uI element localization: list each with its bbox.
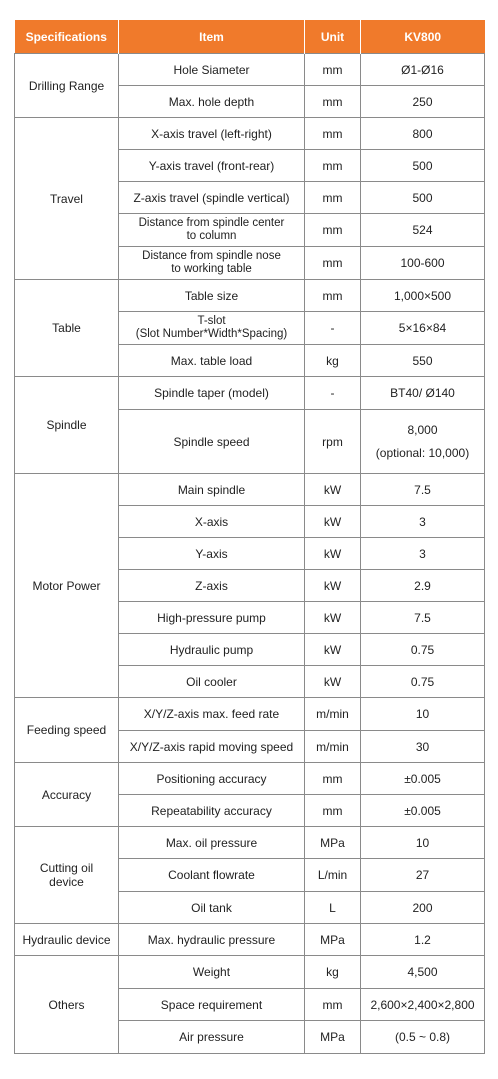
item-cell-line: Repeatability accuracy xyxy=(151,803,272,818)
value-cell xyxy=(361,859,485,892)
value-cell xyxy=(361,118,485,150)
unit-cell: rpm xyxy=(305,410,361,474)
section-name-line: Spindle xyxy=(46,418,87,432)
header-item: Item xyxy=(119,20,305,54)
value-cell-line: ±0.005 xyxy=(404,803,441,818)
unit-cell: kW xyxy=(305,506,361,538)
value-cell xyxy=(361,247,485,280)
value-cell xyxy=(361,989,485,1021)
value-cell xyxy=(361,150,485,182)
unit-cell: mm xyxy=(305,763,361,795)
item-cell xyxy=(119,827,305,859)
value-cell-line: 100-600 xyxy=(400,256,445,270)
value-cell xyxy=(361,345,485,377)
item-cell xyxy=(119,538,305,570)
section-name-line: Hydraulic device xyxy=(22,932,111,947)
header-row xyxy=(15,20,485,54)
item-cell xyxy=(119,1021,305,1054)
value-cell xyxy=(361,795,485,827)
unit-cell: mm xyxy=(305,795,361,827)
unit-cell: L xyxy=(305,892,361,924)
section-name-line: Others xyxy=(48,997,85,1012)
unit-cell: MPa xyxy=(305,1021,361,1054)
unit-cell: m/min xyxy=(305,698,361,731)
header-model: KV800 xyxy=(361,20,485,54)
item-cell xyxy=(119,666,305,698)
item-cell xyxy=(119,54,305,86)
item-cell xyxy=(119,280,305,312)
unit-cell: MPa xyxy=(305,924,361,956)
unit-cell: mm xyxy=(305,280,361,312)
item-cell xyxy=(119,698,305,731)
value-cell-line: ±0.005 xyxy=(404,771,441,786)
value-cell xyxy=(361,538,485,570)
value-cell-line: 8,000 xyxy=(407,423,438,437)
section-name xyxy=(15,956,119,1054)
table-row xyxy=(15,956,485,989)
value-cell-line: 800 xyxy=(412,126,433,141)
value-cell-line: 550 xyxy=(412,353,433,368)
value-cell-line: 7.5 xyxy=(414,482,431,497)
item-cell xyxy=(119,86,305,118)
item-cell xyxy=(119,570,305,602)
value-cell-line: Ø1-Ø16 xyxy=(401,62,444,77)
section-name-line: Table xyxy=(52,321,81,335)
item-cell-line: Y-axis xyxy=(195,546,228,561)
section-name-line: Drilling Range xyxy=(28,78,105,93)
value-cell-line: (optional: 10,000) xyxy=(375,446,470,460)
table-row xyxy=(15,118,485,150)
value-cell xyxy=(361,54,485,86)
value-cell xyxy=(361,312,485,345)
item-cell-line: Spindle speed xyxy=(173,434,250,449)
unit-cell: mm xyxy=(305,150,361,182)
value-cell xyxy=(361,410,485,474)
unit-cell: mm xyxy=(305,118,361,150)
item-cell xyxy=(119,634,305,666)
value-cell-line: 500 xyxy=(412,158,433,173)
item-cell-line: (Slot Number*Width*Spacing) xyxy=(135,328,288,340)
item-cell-line: X-axis xyxy=(194,514,229,529)
item-cell-line: Max. hole depth xyxy=(168,94,255,109)
value-cell-line: 3 xyxy=(419,546,426,561)
value-cell-line: 0.75 xyxy=(410,674,435,689)
item-cell-line: High-pressure pump xyxy=(157,610,266,625)
item-cell-line: Space requirement xyxy=(160,997,263,1012)
value-cell-line: (0.5 ~ 0.8) xyxy=(394,1030,451,1044)
unit-cell: kW xyxy=(305,666,361,698)
header-specifications: Specifications xyxy=(15,20,119,54)
value-cell-line: 30 xyxy=(415,739,430,754)
item-cell xyxy=(119,924,305,956)
value-cell xyxy=(361,698,485,731)
item-cell-line: Max. table load xyxy=(170,353,253,368)
unit-cell: kW xyxy=(305,474,361,506)
item-cell xyxy=(119,892,305,924)
value-cell xyxy=(361,634,485,666)
item-cell-line: Coolant flowrate xyxy=(168,868,255,882)
section-name-line: device xyxy=(49,875,84,889)
item-cell xyxy=(119,377,305,410)
unit-cell: mm xyxy=(305,247,361,280)
item-cell xyxy=(119,150,305,182)
section-name xyxy=(15,54,119,118)
value-cell-line: 4,500 xyxy=(407,965,438,979)
value-cell-line: 250 xyxy=(412,94,433,109)
item-cell xyxy=(119,602,305,634)
unit-cell: MPa xyxy=(305,827,361,859)
value-cell-line: 27 xyxy=(415,868,430,882)
value-cell-line: 5×16×84 xyxy=(398,321,447,335)
value-cell xyxy=(361,86,485,118)
item-cell xyxy=(119,410,305,474)
value-cell-line: 2,600×2,400×2,800 xyxy=(370,997,475,1012)
item-cell xyxy=(119,506,305,538)
section-name xyxy=(15,118,119,280)
item-cell-line: Y-axis travel (front-rear) xyxy=(148,158,275,173)
item-cell-line: Main spindle xyxy=(177,482,246,497)
value-cell-line: 0.75 xyxy=(410,642,435,657)
table-row xyxy=(15,698,485,731)
section-name xyxy=(15,763,119,827)
item-cell xyxy=(119,795,305,827)
unit-cell: mm xyxy=(305,86,361,118)
item-cell-line: X-axis travel (left-right) xyxy=(151,126,272,141)
section-name xyxy=(15,924,119,956)
value-cell xyxy=(361,827,485,859)
value-cell xyxy=(361,602,485,634)
item-cell-line: X/Y/Z-axis rapid moving speed xyxy=(129,739,294,754)
table-row xyxy=(15,280,485,312)
unit-cell: kW xyxy=(305,634,361,666)
item-cell xyxy=(119,763,305,795)
value-cell-line: 1,000×500 xyxy=(393,288,452,303)
item-cell-line: Oil tank xyxy=(191,900,232,915)
item-cell-line: Hydraulic pump xyxy=(169,642,254,657)
value-cell xyxy=(361,214,485,247)
unit-cell: mm xyxy=(305,182,361,214)
item-cell-line: to column xyxy=(186,230,237,242)
value-cell xyxy=(361,506,485,538)
unit-cell: mm xyxy=(305,54,361,86)
item-cell-line: Weight xyxy=(192,965,231,979)
value-cell-line: 500 xyxy=(412,190,433,205)
item-cell-line: Distance from spindle nose xyxy=(142,250,281,262)
section-name xyxy=(15,280,119,377)
value-cell-line: 10 xyxy=(415,835,430,850)
table-row xyxy=(15,54,485,86)
value-cell-line: 10 xyxy=(415,707,430,721)
unit-cell: m/min xyxy=(305,731,361,763)
value-cell xyxy=(361,280,485,312)
unit-cell: kg xyxy=(305,345,361,377)
value-cell xyxy=(361,892,485,924)
item-cell-line: Max. oil pressure xyxy=(165,835,258,850)
value-cell-line: 1.2 xyxy=(414,932,431,947)
section-name-line: Cutting oil xyxy=(39,861,94,875)
item-cell-line: Distance from spindle center xyxy=(138,217,285,229)
value-cell xyxy=(361,377,485,410)
value-cell xyxy=(361,1021,485,1054)
value-cell-line: 200 xyxy=(412,900,433,915)
item-cell xyxy=(119,989,305,1021)
item-cell-line: X/Y/Z-axis max. feed rate xyxy=(143,707,280,721)
section-name-line: Motor Power xyxy=(32,578,101,593)
table-row xyxy=(15,924,485,956)
section-name xyxy=(15,474,119,698)
item-cell-line: Z-axis travel (spindle vertical) xyxy=(133,190,290,205)
unit-cell: mm xyxy=(305,214,361,247)
item-cell-line: Hole Siameter xyxy=(173,62,250,77)
value-cell xyxy=(361,666,485,698)
unit-cell: kW xyxy=(305,538,361,570)
item-cell xyxy=(119,312,305,345)
header-unit: Unit xyxy=(305,20,361,54)
unit-cell: - xyxy=(305,312,361,345)
value-cell-line: 2.9 xyxy=(414,578,431,593)
value-cell xyxy=(361,924,485,956)
section-name-line: Accuracy xyxy=(41,787,92,802)
item-cell xyxy=(119,731,305,763)
section-name xyxy=(15,698,119,763)
item-cell-line: to working table xyxy=(171,263,252,275)
item-cell-line: Air pressure xyxy=(179,1030,244,1044)
item-cell xyxy=(119,182,305,214)
section-name-line: Feeding speed xyxy=(26,723,107,737)
item-cell-line: Oil cooler xyxy=(186,674,237,689)
unit-cell: kW xyxy=(305,602,361,634)
item-cell-line: Z-axis xyxy=(195,578,228,593)
item-cell xyxy=(119,345,305,377)
value-cell xyxy=(361,474,485,506)
value-cell xyxy=(361,570,485,602)
unit-cell: mm xyxy=(305,989,361,1021)
item-cell xyxy=(119,118,305,150)
section-name xyxy=(15,377,119,474)
value-cell-line: BT40/ Ø140 xyxy=(390,386,455,400)
specifications-body xyxy=(15,54,485,1054)
item-cell xyxy=(119,859,305,892)
value-cell xyxy=(361,956,485,989)
item-cell-line: Max. hydraulic pressure xyxy=(147,932,276,947)
section-name xyxy=(15,827,119,924)
unit-cell: kW xyxy=(305,570,361,602)
table-row xyxy=(15,827,485,859)
item-cell xyxy=(119,247,305,280)
value-cell-line: 7.5 xyxy=(414,610,431,625)
item-cell-line: T-slot xyxy=(197,315,226,327)
value-cell-line: 3 xyxy=(419,514,426,529)
item-cell xyxy=(119,956,305,989)
unit-cell: L/min xyxy=(305,859,361,892)
unit-cell: kg xyxy=(305,956,361,989)
value-cell xyxy=(361,763,485,795)
specifications-table xyxy=(14,20,485,1054)
unit-cell: - xyxy=(305,377,361,410)
table-row xyxy=(15,763,485,795)
value-cell xyxy=(361,182,485,214)
item-cell xyxy=(119,214,305,247)
item-cell-line: Spindle taper (model) xyxy=(154,386,269,400)
item-cell-line: Table size xyxy=(184,288,239,303)
value-cell-line: 524 xyxy=(412,223,433,237)
value-cell xyxy=(361,731,485,763)
item-cell xyxy=(119,474,305,506)
section-name-line: Travel xyxy=(50,191,83,206)
table-row xyxy=(15,474,485,506)
table-row xyxy=(15,377,485,410)
item-cell-line: Positioning accuracy xyxy=(156,771,267,786)
